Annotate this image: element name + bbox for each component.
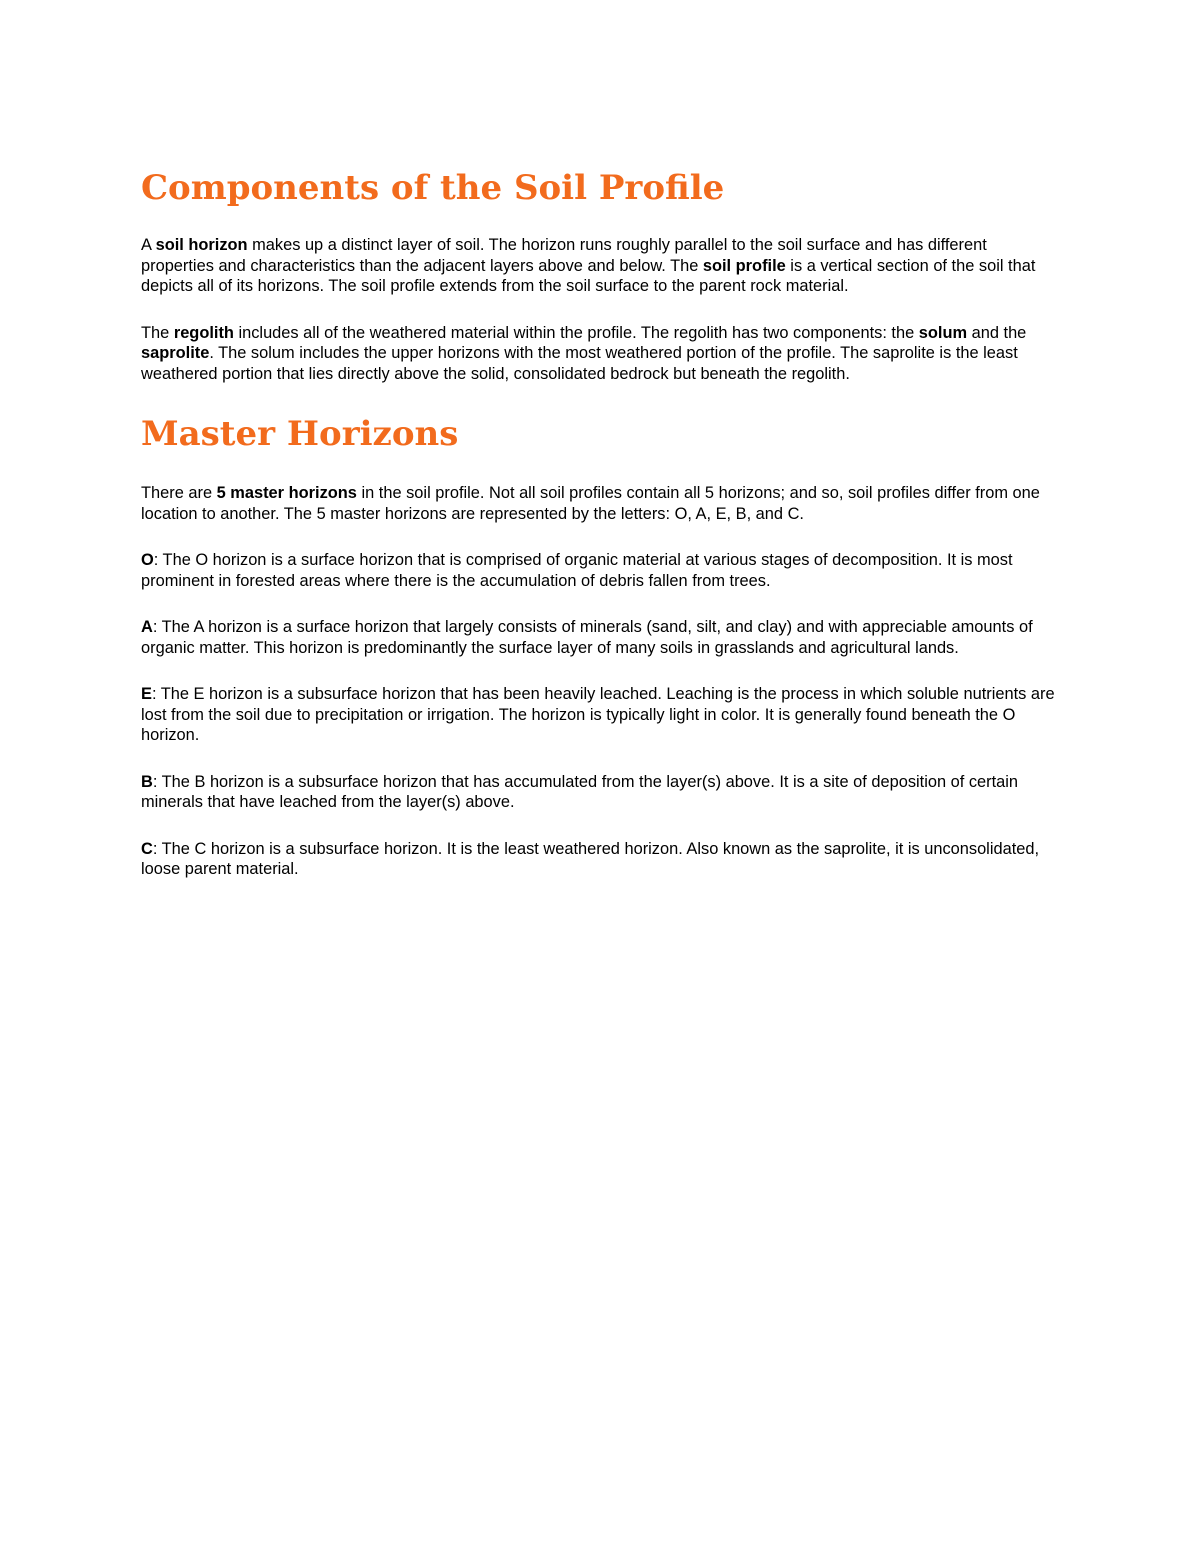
term-saprolite: saprolite [141,344,210,362]
text-run: includes all of the weathered material within the profile. The regolith has two components: the [233,323,919,342]
paragraph-horizon-o [141,550,1061,591]
term-5-master-horizons: 5 master horizons [216,484,357,502]
document-content [141,166,1061,880]
horizon-description: : The B horizon is a subsurface horizon that has accumulated from the layer(s) above. It is a site of deposition of certain minerals that have leached from the layer(s) above. [141,772,1019,811]
paragraph-horizon-a [141,617,1061,658]
horizon-description: : The C horizon is a subsurface horizon. It is the least weathered horizon. Also known as the saprolite, it is unconsolidated, loose parent material. [141,839,1040,878]
horizon-letter-o: O [141,551,154,569]
paragraph-horizon-e [141,684,1061,746]
horizon-letter-c: C [141,839,153,858]
term-soil-horizon: soil horizon [155,236,248,254]
heading-components: Components of the Soil Profile [141,168,725,208]
term-solum: solum [918,323,968,342]
horizon-description: : The E horizon is a subsurface horizon that has been heavily leached. Leaching is the process in which soluble nutrients are lost from the soil due to precipitation or irrigation. The horizon is typically light in color. It is generally found beneath the O horizon. [141,685,1055,744]
text-run: and the [967,323,1027,342]
term-soil-profile: soil profile [702,256,786,275]
heading-master-horizons: Master Horizons [141,414,459,454]
horizon-description: : The A horizon is a surface horizon that largely consists of minerals (sand, silt, and clay) and with appreciable amounts of organic matter. This horizon is predominantly the surface layer of many soils in grasslands and agricultural lands. [141,618,1033,657]
paragraph-master-intro [141,483,1061,524]
paragraph-horizon-b [141,772,1061,813]
text-run: in the soil profile. Not all soil profiles contain all 5 horizons; and so, soil profiles differ from one location to another. The 5 master horizons are represented by the letters: O, A, E, B, and C. [141,484,1040,523]
paragraph-regolith [141,323,1061,385]
horizon-letter-b: B [141,772,153,791]
text-run: The [141,323,174,342]
paragraph-soil-horizon [141,235,1061,297]
text-run: . The solum includes the upper horizons with the most weathered portion of the profile. The saprolite is the least weathered portion that lies directly above the solid, consolidated bedrock but beneath the regolith. [141,344,1018,383]
text-run: A [141,236,156,254]
horizon-description: : The O horizon is a surface horizon that is comprised of organic material at various stages of decomposition. It is most prominent in forested areas where there is the accumulation of debris fallen from trees. [141,551,1013,590]
text-run: There are [141,484,217,502]
term-regolith: regolith [173,323,234,342]
horizon-letter-e: E [141,685,152,703]
text-run: makes up a distinct layer of soil. The horizon runs roughly parallel to the soil surface and has different properties and characteristics than the adjacent layers above and below. The [141,236,987,275]
text-run: is a vertical section of the soil that depicts all of its horizons. The soil profile extends from the soil surface to the parent rock material. [141,256,1036,295]
horizon-letter-a: A [141,618,153,636]
paragraph-horizon-c [141,839,1061,880]
